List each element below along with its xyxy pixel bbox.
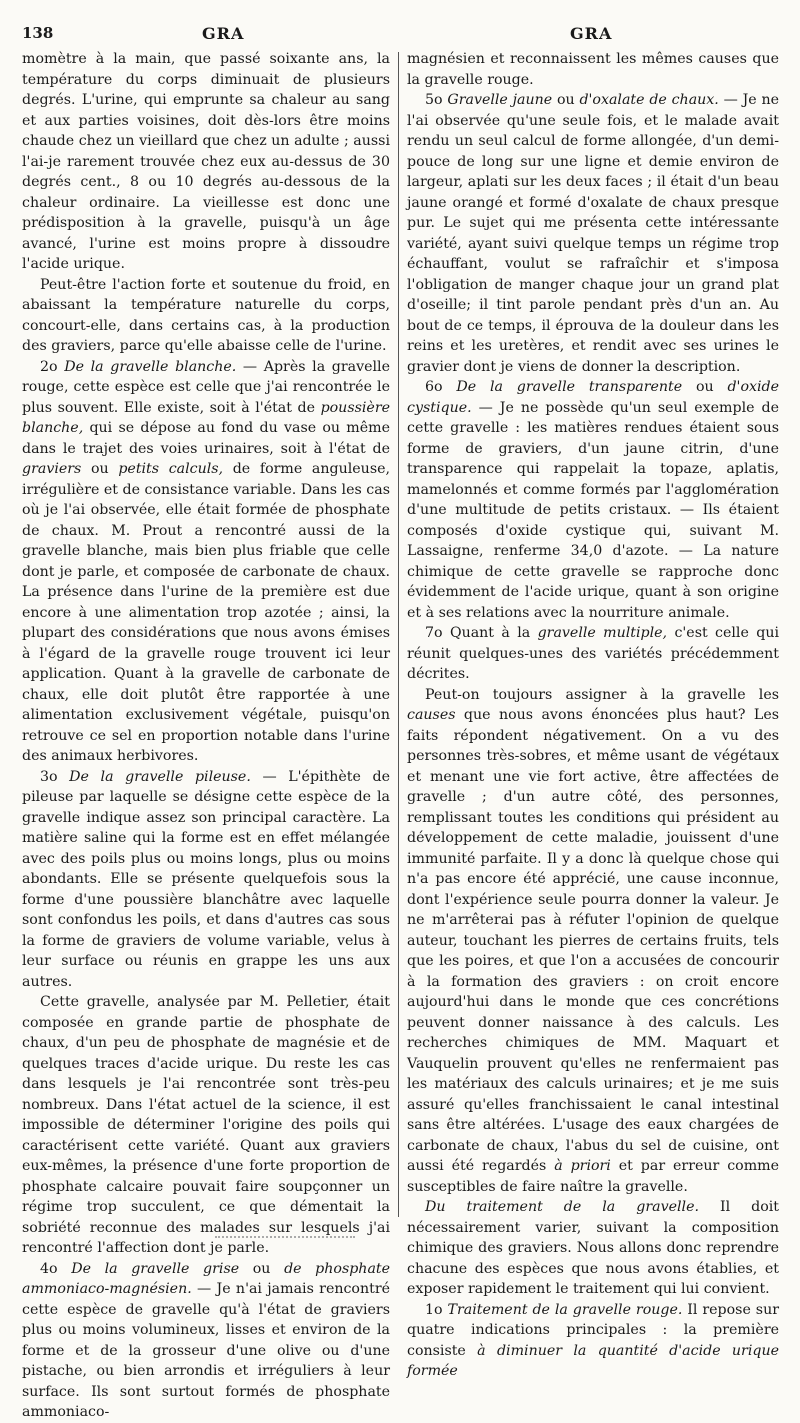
italic-text: Gravelle jaune (447, 92, 553, 108)
paragraph (22, 275, 390, 357)
paragraph (407, 623, 779, 685)
page-number: 138 (22, 24, 54, 42)
text-run: que nous avons énoncées plus haut? Les faits répondent négativement. On a vu des personnes très-sobres, et même usant de végétaux et menant une vie fort active, être affectées de gravelle ; d'un autre côté, des personnes, remplissant toutes les conditions qui président au développement de cette maladie, jouissent d'une immunité parfaite. Il y a donc là quelque chose qui n'a pas encore été apprécié, une cause inconnue, dont l'expérience seule pourra donner la valeur. Je ne m'arrêterai pas à réfuter l'opinion de quelque auteur, touchant les pierres de certains fruits, tels que les poires, et que l'on a accusées de concourir à la formation des graviers : on croit encore aujourd'hui dans le monde que ces concrétions peuvent donner naissance à des calculs. Les recherches chimiques de MM. Maquart et Vauquelin prouvent qu'elles ne renfermaient pas les matériaux des calculs urinaires; et je me suis assuré qu'elles franchissaient le canal intestinal sans être altérées. L'usage des eaux chargées de carbonate de chaux, l'abus du sel de cuisine, ont aussi été regardés (407, 707, 779, 1174)
text-run: qui se dépose au fond du vase ou même dans le trajet des voies urinaires, soit à l'état de (22, 420, 390, 457)
text-run: 4o (40, 1260, 72, 1277)
paragraph (22, 767, 390, 993)
text-run: 1o (425, 1301, 448, 1318)
text-run: et par erreur comme susceptibles de faire naître la gravelle. (407, 1158, 779, 1195)
paragraph (407, 1197, 779, 1300)
text-run: de forme anguleuse, irrégulière et de consistance variable. Dans les cas où je l'ai observée, elle était formée de phosphate de chaux. M. Prout a rencontré aussi de la gravelle blanche, mais bien plus friable que celle dont je parle, et composée de carbonate de chaux. La présence dans l'urine de la première est due encore à une alimentation trop azotée ; ainsi, la plupart des considérations que nous avons émises à l'égard de la gravelle rouge trouvent ici leur application. Quant à la gravelle de carbonate de chaux, elle doit plutôt être rapportée à une alimentation exclusivement végétale, puisqu'on retrouve ce sel en proportion notable dans l'urine des animaux herbivores. (22, 461, 391, 764)
italic-text: à diminuer la quantité d'acide urique formée (407, 1342, 779, 1379)
text-run: ou (81, 461, 119, 477)
text-run: Cette gravelle, analysée par M. Pelletier, était composée en grande partie de phosphate de chaux, d'un peu de phosphate de magnésie et de quelques traces d'acide urique. Du reste les cas dans lesquels je l'ai rencontrée sont très-peu nombreux. Dans l'état actuel de la science, il est impossible de déterminer l'origine des poils qui caractérisent cette variété. Quant aux graviers eux-mêmes, la présence d'une forte proportion de phosphate calcaire pouvait faire soupçonner un régime trop succulent, ce que démentait la sobriété reconnue des malades sur lesquels j'ai rencontré l'affection dont je parle. (22, 994, 390, 1256)
italic-text: gravelle multiple, (537, 625, 668, 641)
running-header (20, 4, 788, 44)
italic-text: Du traitement de la gravelle. (425, 1199, 699, 1215)
paragraph (22, 357, 390, 767)
italic-text: petits calculs, (118, 461, 224, 477)
paragraph (22, 49, 390, 275)
italic-text: de phosphate ammoniaco-magnésien. (22, 1260, 390, 1297)
text-run: Peut-être l'action forte et soutenue du froid, en abaissant la température naturelle du corps, concourt-elle, dans certains cas, à la production des graviers, parce qu'elle abaisse celle de l'urine. (22, 276, 390, 354)
text-run: ou (682, 379, 728, 395)
text-run: — Je ne l'ai observée qu'une seule fois, et le malade avait rendu un seul calcul de forme allongée, d'un demi-pouce de long sur une ligne et demie environ de largeur, aplati sur les deux faces ; il était d'un beau jaune orangé et formé d'oxalate de chaux presque pur. Le sujet qui me présenta cette intéressante variété, ayant suivi quelque temps un régime trop échauffant, voulut se rafraîchir et s'imposa l'obligation de manger chaque jour un grand plat d'oseille; il tint parole pendant près d'un an. Au bout de ce temps, il éprouva de la douleur dans les reins et les uretères, et rendit avec ses urines le gravier dont je viens de donner la description. (407, 92, 780, 375)
text-run: momètre à la main, que passé soixante ans, la température du corps diminuait de plusieurs degrés. L'urine, qui emprunte sa chaleur au sang et aux parties voisines, doit dès-lors être moins chaude chez un vieillard que chez un adulte ; aussi l'ai-je rarement trouvée chez eux au-dessus de 30 degrés cent., 8 ou 10 degrés au-dessous de la chaleur ordinaire. La vieillesse est donc une prédisposition à la gravelle, puisqu'à un âge avancé, l'urine est moins propre à dissoudre l'acide urique. (22, 51, 390, 272)
text-run: — Après la gravelle rouge, cette espèce est celle que j'ai rencontrée le plus souvent. Elle existe, soit à l'état de (22, 358, 390, 416)
italic-text: De la gravelle pileuse. (69, 768, 251, 785)
paragraph (407, 685, 779, 1198)
text-run: — Je ne possède qu'un seul exemple de cette gravelle : les matières rendues étaient sous forme de graviers, d'un jaune citrin, d'une transparence qui rappelait la topaze, aplatis, mamelonnés et comme formés par l'agglomération d'une multitude de petits cristaux. — Ils étaient composés d'oxide cystique qui, suivant M. Lassaigne, renferme 34,0 d'azote. — La nature chimique de cette gravelle se rapproche donc évidemment de l'acide urique, quant à son origine et à ses relations avec la nourriture animale. (407, 399, 779, 621)
paragraph (407, 49, 779, 90)
text-run: Il doit nécessairement varier, suivant la composition chimique des graviers. Nous allons donc reprendre chacune des espèces que nous avons établies, et exposer rapidement le traitement qui lui convient. (407, 1199, 779, 1297)
text-run: magnésien et reconnaissent les mêmes causes que la gravelle rouge. (407, 51, 779, 88)
text-run: c'est celle qui réunit quelques-unes des variétés précédemment décrites. (407, 625, 779, 682)
printer-mark (215, 1236, 355, 1240)
running-head-right: GRA (570, 24, 613, 43)
column-divider (398, 52, 399, 1217)
text-run: — L'épithète de pileuse par laquelle se désigne cette espèce de la gravelle indique assez son principal caractère. La matière saline qui la forme est en effet mélangée avec des poils plus ou moins longs, plus ou moins abondants. Elle se présente quelquefois sous la forme d'une poussière blanchâtre avec laquelle sont confondus les poils, et dans d'autres cas sous la forme de graviers de volume variable, velus à leur surface ou réunis en grappe les uns aux autres. (22, 768, 390, 990)
italic-text: d'oxalate de chaux. (579, 92, 719, 108)
italic-text: graviers (22, 461, 82, 477)
italic-text: poussière blanche, (22, 399, 390, 436)
italic-text: De la gravelle grise (71, 1260, 240, 1277)
text-run: — Je n'ai jamais rencontré cette espèce de gravelle qu'à l'état de graviers plus ou moins volumineux, lisses et environ de la forme et de la grosseur d'une olive ou d'une pistache, ou bien arrondis et irréguliers à leur surface. Ils sont surtout formés de phosphate ammoniaco- (22, 1281, 390, 1420)
italic-text: De la gravelle transparente (456, 379, 683, 395)
text-run: Peut-on toujours assigner à la gravelle les (425, 686, 779, 703)
text-run: 3o (40, 768, 70, 785)
left-column (22, 49, 390, 1423)
italic-text: d'oxide cystique. (407, 379, 780, 416)
italic-text: causes (407, 707, 456, 723)
italic-text: Traitement de la gravelle rouge. (447, 1301, 683, 1318)
paragraph (22, 992, 390, 1259)
paragraph (22, 1259, 390, 1423)
right-column (407, 49, 779, 1382)
italic-text: à priori (554, 1158, 611, 1174)
paragraph (407, 90, 779, 377)
paragraph (407, 1300, 779, 1382)
running-head-left: GRA (202, 24, 245, 43)
text-run: 7o Quant à la (425, 625, 538, 641)
text-run: ou (239, 1260, 285, 1277)
text-run: Il repose sur quatre indications principales : la première consiste (407, 1301, 779, 1359)
italic-text: De la gravelle blanche. (64, 358, 237, 375)
text-run: 2o (40, 358, 65, 375)
text-run: 6o (425, 379, 457, 395)
text-run: 5o (425, 92, 448, 108)
text-run: ou (552, 92, 580, 108)
paragraph (407, 377, 779, 623)
